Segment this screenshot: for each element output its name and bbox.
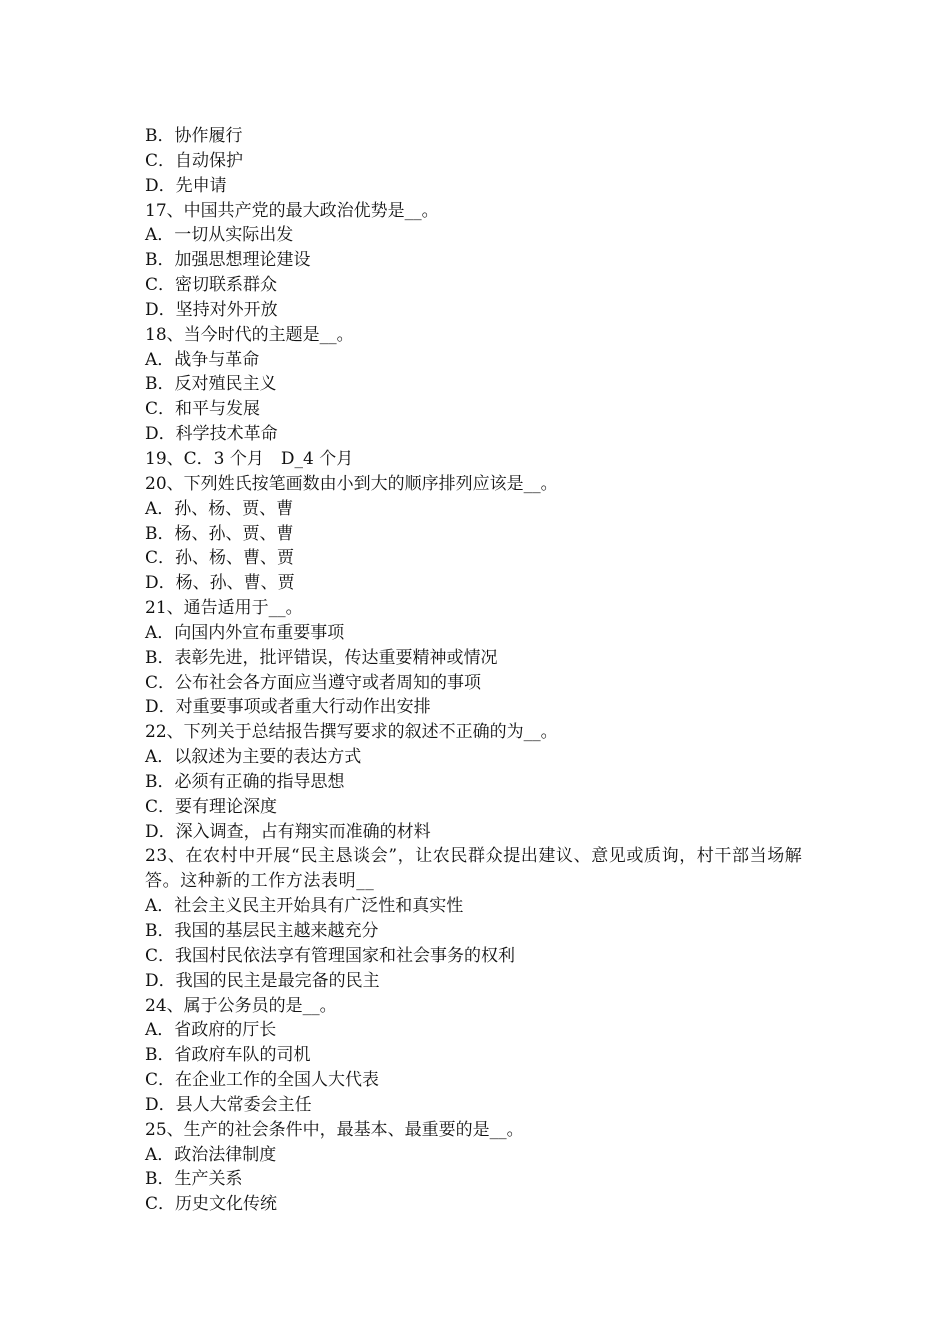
question-line: 18、当今时代的主题是__。 [145,324,354,345]
option-line: A．战争与革命 [145,349,260,370]
question-line: 24、属于公务员的是__。 [145,995,337,1016]
question-line: 22、下列关于总结报告撰写要求的叙述不正确的为__。 [145,722,558,743]
option-line: C．公布社会各方面应当遵守或者周知的事项 [145,672,482,693]
option-line: A．孙、杨、贾、曹 [145,498,294,519]
option-line: D．深入调查，占有翔实而准确的材料 [145,821,431,842]
option-line: B．杨、孙、贾、曹 [145,523,294,544]
option-line: B．表彰先进，批评错误，传达重要精神或情况 [145,647,498,668]
question-line: 19、C．3 个月 D_4 个月 [145,448,354,469]
option-line: B．生产关系 [145,1169,243,1190]
option-line: D．我国的民主是最完备的民主 [145,970,380,991]
option-line: D．对重要事项或者重大行动作出安排 [145,697,431,718]
question-line: 17、中国共产党的最大政治优势是__。 [145,200,439,221]
option-line: B．加强思想理论建设 [145,250,311,271]
option-line: C．密切联系群众 [145,275,278,296]
option-line: D．坚持对外开放 [145,299,278,320]
option-line: B．协作履行 [145,126,243,146]
option-line: A．政治法律制度 [145,1144,277,1165]
option-line: B．必须有正确的指导思想 [145,771,345,792]
option-line: D．先申请 [145,175,227,196]
question-line: 23、在农村中开展“民主恳谈会”，让农民群众提出建议、意见或质询，村干部当场解答。这种新的工作方法表明__ [145,846,803,892]
question-line: 20、下列姓氏按笔画数由小到大的顺序排列应该是__。 [145,473,558,494]
option-line: A．一切从实际出发 [145,225,294,246]
option-line: D．科学技术革命 [145,424,278,445]
option-line: C．在企业工作的全国人大代表 [145,1070,380,1091]
document-body [145,124,815,1217]
question-line: 25、生产的社会条件中，最基本、最重要的是__。 [145,1119,524,1140]
option-line: B．我国的基层民主越来越充分 [145,921,379,941]
question-line: 21、通告适用于__。 [145,598,303,619]
option-line: A．向国内外宣布重要事项 [145,622,345,643]
option-line: C．自动保护 [145,150,244,171]
option-line: D．杨、孙、曹、贾 [145,573,295,594]
option-line: A．省政府的厅长 [145,1020,277,1041]
option-line: D．县人大常委会主任 [145,1094,312,1115]
option-line: C．和平与发展 [145,399,261,420]
option-line: B．省政府车队的司机 [145,1045,311,1066]
option-line: A．社会主义民主开始具有广泛性和真实性 [145,896,464,917]
option-line: C．我国村民依法享有管理国家和社会事务的权利 [145,945,516,966]
option-line: A．以叙述为主要的表达方式 [145,747,362,768]
option-line: C．要有理论深度 [145,796,278,817]
option-line: C．孙、杨、曹、贾 [145,548,295,569]
option-line: B．反对殖民主义 [145,374,277,395]
option-line: C．历史文化传统 [145,1194,278,1215]
